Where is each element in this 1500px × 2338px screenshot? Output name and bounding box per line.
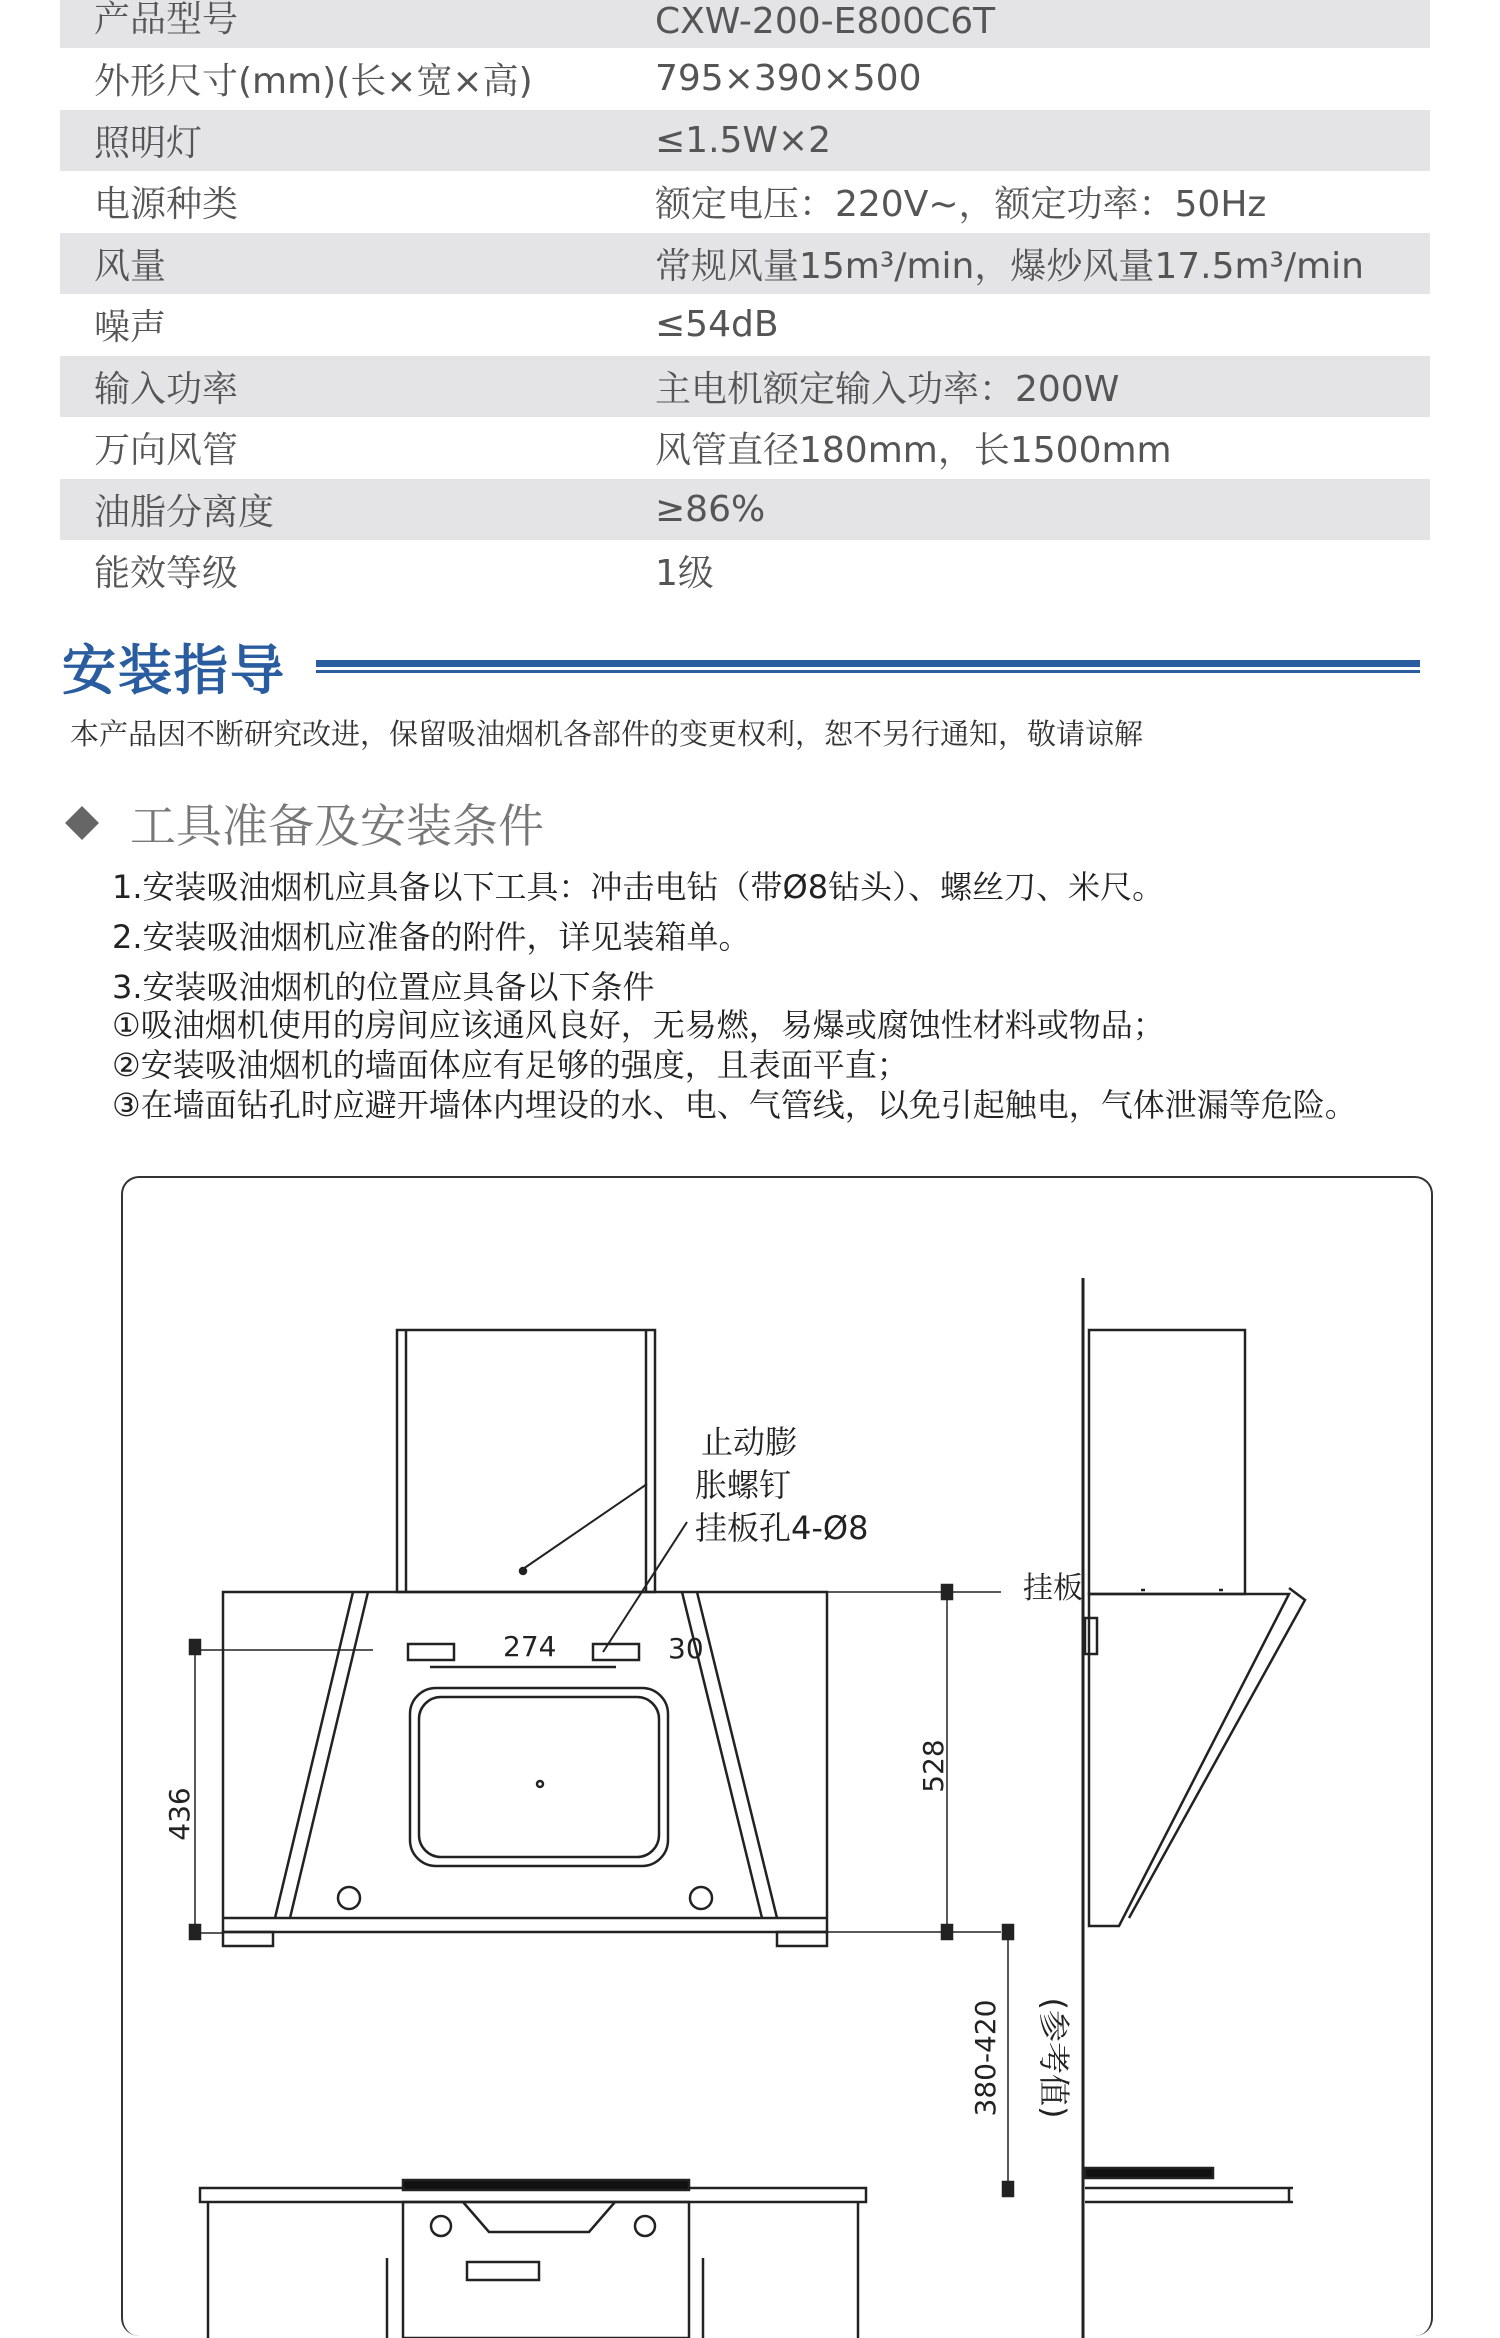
condition-2: 2.安装吸油烟机应准备的附件，详见装箱单。 (112, 918, 751, 956)
diamond-bullet-icon (65, 806, 99, 840)
subheading-text: 工具准备及安装条件 (130, 799, 544, 853)
hanging-plate-label: 挂板 (1023, 1571, 1083, 1606)
spec-label: 电源种类 (94, 184, 239, 226)
spec-row-input-power (60, 356, 1430, 418)
spec-row-grease-separation (60, 479, 1430, 541)
chimney-front (397, 1330, 655, 1592)
spec-label: 照明灯 (94, 122, 203, 164)
spec-row-duct (60, 417, 1430, 479)
condition-3: 3.安装吸油烟机的位置应具备以下条件 (112, 968, 655, 1006)
notice-text: 本产品因不断研究改进，保留吸油烟机各部件的变更权利，恕不另行通知，敬请谅解 (70, 717, 1144, 751)
spec-value: 主电机额定输入功率：200W (655, 368, 1120, 410)
title-rule (316, 660, 1420, 674)
spec-value: ≥86% (655, 488, 766, 530)
condition-3b: ②安装吸油烟机的墙面体应有足够的强度，且表面平直； (112, 1046, 909, 1084)
callout-line-2: 胀螺钉 (695, 1466, 792, 1504)
diagram-drawing (123, 1178, 1435, 2338)
dimension-380-420: 380-420 (969, 1999, 1002, 2117)
spec-row-noise (60, 294, 1430, 356)
spec-value: 风管直径180mm，长1500mm (655, 430, 1172, 472)
display-window (410, 1688, 668, 1866)
callout-line-3: 挂板孔4-Ø8 (695, 1509, 869, 1547)
spec-row-dimensions (60, 48, 1430, 110)
spec-row-lighting (60, 110, 1430, 172)
spec-label: 万向风管 (94, 430, 239, 472)
dimension-436: 436 (163, 1787, 196, 1841)
spec-row-energy-grade (60, 540, 1430, 602)
installation-diagram (121, 1176, 1433, 2336)
spec-table (60, 0, 1430, 602)
spec-label: 噪声 (94, 307, 167, 349)
spec-row-model (60, 0, 1430, 48)
spec-label: 油脂分离度 (94, 491, 275, 533)
spec-value: 常规风量15m³/min，爆炒风量17.5m³/min (655, 245, 1364, 287)
dimension-274: 274 (503, 1630, 557, 1663)
reference-value-note: (参考值) (1035, 1997, 1073, 2119)
section-title: 安装指导 (62, 639, 286, 702)
spec-row-airflow (60, 233, 1430, 295)
spec-label: 输入功率 (94, 368, 239, 410)
spec-value: 795×390×500 (655, 58, 922, 100)
spec-value: ≤54dB (655, 304, 779, 346)
dimension-30: 30 (668, 1632, 704, 1665)
dimension-528: 528 (917, 1739, 950, 1793)
spec-value: 额定电压：220V~，额定功率：50Hz (655, 184, 1267, 226)
spec-value: 1级 (655, 553, 714, 595)
condition-1: 1.安装吸油烟机应具备以下工具：冲击电钻（带Ø8钻头）、螺丝刀、米尺。 (112, 868, 1165, 906)
spec-label: 外形尺寸(mm)(长×宽×高) (94, 61, 533, 103)
condition-3c: ③在墙面钻孔时应避开墙体内埋设的水、电、气管线，以免引起触电，气体泄漏等危险。 (112, 1086, 1357, 1124)
callout-line-1: 止动膨 (701, 1423, 798, 1461)
condition-3a: ①吸油烟机使用的房间应该通风良好，无易燃，易爆或腐蚀性材料或物品； (112, 1006, 1165, 1044)
spec-value: ≤1.5W×2 (655, 119, 832, 161)
spec-label: 产品型号 (94, 0, 239, 40)
spec-row-power-type (60, 171, 1430, 233)
spec-label: 能效等级 (94, 553, 239, 595)
spec-label: 风量 (94, 245, 167, 287)
spec-value: CXW-200-E800C6T (655, 1, 996, 42)
subheading (64, 790, 544, 856)
